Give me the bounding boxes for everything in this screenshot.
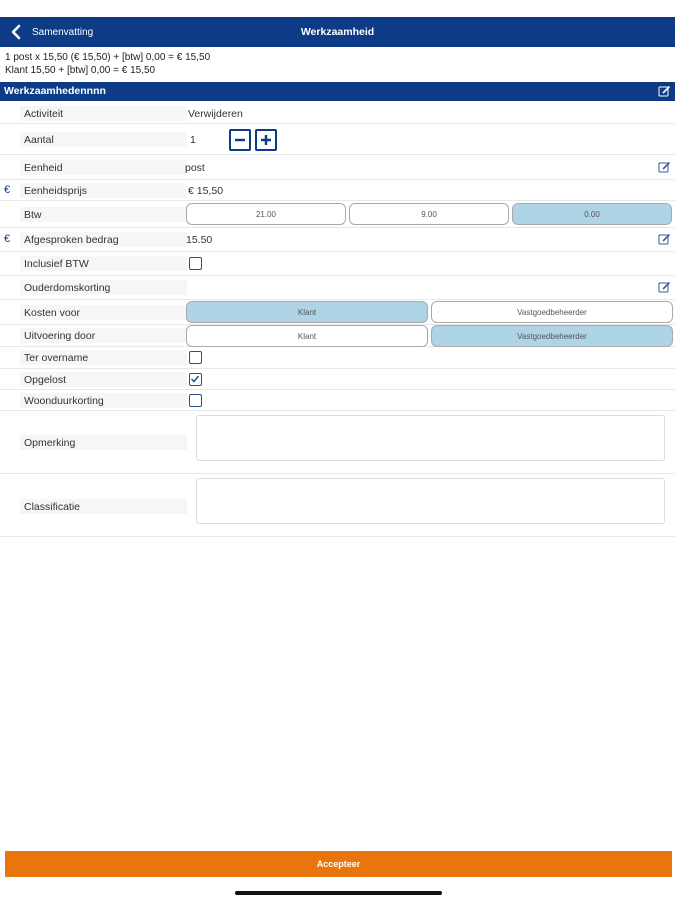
activiteit-label: Activiteit	[20, 106, 187, 121]
woonduur-label: Woonduurkorting	[20, 393, 187, 408]
quantity-input[interactable]: 1	[190, 134, 196, 146]
inclusief-checkbox[interactable]	[189, 257, 202, 270]
row-opgelost	[0, 370, 675, 390]
price-summary	[5, 51, 210, 77]
back-label: Samenvatting	[32, 26, 94, 38]
edit-icon[interactable]	[658, 85, 671, 98]
edit-icon[interactable]	[658, 281, 671, 294]
row-woonduur	[0, 391, 675, 411]
row-activiteit	[0, 103, 675, 124]
opgelost-checkbox[interactable]	[189, 373, 202, 386]
uitvoering-option-vastgoedbeheerder[interactable]: Vastgoedbeheerder	[431, 325, 673, 347]
row-aantal	[0, 125, 675, 155]
decrement-button[interactable]	[229, 129, 251, 151]
edit-icon[interactable]	[658, 161, 671, 174]
kosten-option-klant[interactable]: Klant	[186, 301, 428, 323]
btw-option-21[interactable]: 21.00	[186, 203, 346, 225]
btw-option-0[interactable]: 0.00	[512, 203, 672, 225]
minus-icon	[233, 133, 247, 147]
uitvoering-label: Uitvoering door	[20, 328, 187, 343]
classificatie-textarea[interactable]	[196, 478, 665, 524]
row-uitvoering	[0, 325, 675, 347]
back-button[interactable]	[8, 17, 93, 47]
kosten-label: Kosten voor	[20, 305, 187, 320]
row-btw	[0, 202, 675, 228]
section-title: Werkzaamhedennnn	[4, 85, 106, 97]
home-indicator	[235, 891, 442, 895]
checkmark-icon	[190, 374, 200, 384]
plus-icon	[259, 133, 273, 147]
chevron-left-icon	[8, 23, 26, 41]
eenheidsprijs-value: € 15,50	[188, 184, 224, 197]
aantal-label: Aantal	[20, 132, 187, 147]
overname-label: Ter overname	[20, 350, 187, 365]
row-kosten	[0, 301, 675, 325]
row-classificatie	[0, 475, 675, 537]
row-eenheidsprijs	[0, 181, 675, 201]
eenheid-label: Eenheid	[20, 160, 187, 175]
btw-option-9[interactable]: 9.00	[349, 203, 509, 225]
row-overname	[0, 348, 675, 369]
summary-line-1: 1 post x 15,50 (€ 15,50) + [btw] 0,00 = € 15,50	[5, 52, 211, 63]
row-ouderdom	[0, 277, 675, 300]
row-inclusief	[0, 253, 675, 276]
edit-icon[interactable]	[658, 233, 671, 246]
afgesproken-label: Afgesproken bedrag	[20, 232, 187, 247]
opmerking-textarea[interactable]	[196, 415, 665, 461]
euro-icon: €	[4, 233, 11, 245]
increment-button[interactable]	[255, 129, 277, 151]
row-opmerking	[0, 412, 675, 474]
eenheid-value: post	[185, 161, 205, 174]
section-header	[0, 82, 675, 101]
euro-icon: €	[4, 184, 11, 196]
woonduur-checkbox[interactable]	[189, 394, 202, 407]
classificatie-label: Classificatie	[20, 499, 187, 514]
accept-button[interactable]: Accepteer	[5, 851, 672, 877]
kosten-option-vastgoedbeheerder[interactable]: Vastgoedbeheerder	[431, 301, 673, 323]
summary-line-2: Klant 15,50 + [btw] 0,00 = € 15,50	[5, 65, 156, 76]
opmerking-label: Opmerking	[20, 435, 187, 450]
row-afgesproken	[0, 229, 675, 252]
nav-bar	[0, 17, 675, 47]
btw-label: Btw	[20, 207, 187, 222]
activiteit-value: Verwijderen	[188, 107, 243, 120]
afgesproken-value: 15.50	[186, 233, 213, 246]
overname-checkbox[interactable]	[189, 351, 202, 364]
opgelost-label: Opgelost	[20, 372, 187, 387]
row-eenheid	[0, 156, 675, 180]
uitvoering-option-klant[interactable]: Klant	[186, 325, 428, 347]
page-title: Werkzaamheid	[300, 26, 375, 38]
inclusief-label: Inclusief BTW	[20, 256, 187, 271]
ouderdom-label: Ouderdomskorting	[20, 280, 187, 295]
eenheidsprijs-label: Eenheidsprijs	[20, 183, 187, 198]
